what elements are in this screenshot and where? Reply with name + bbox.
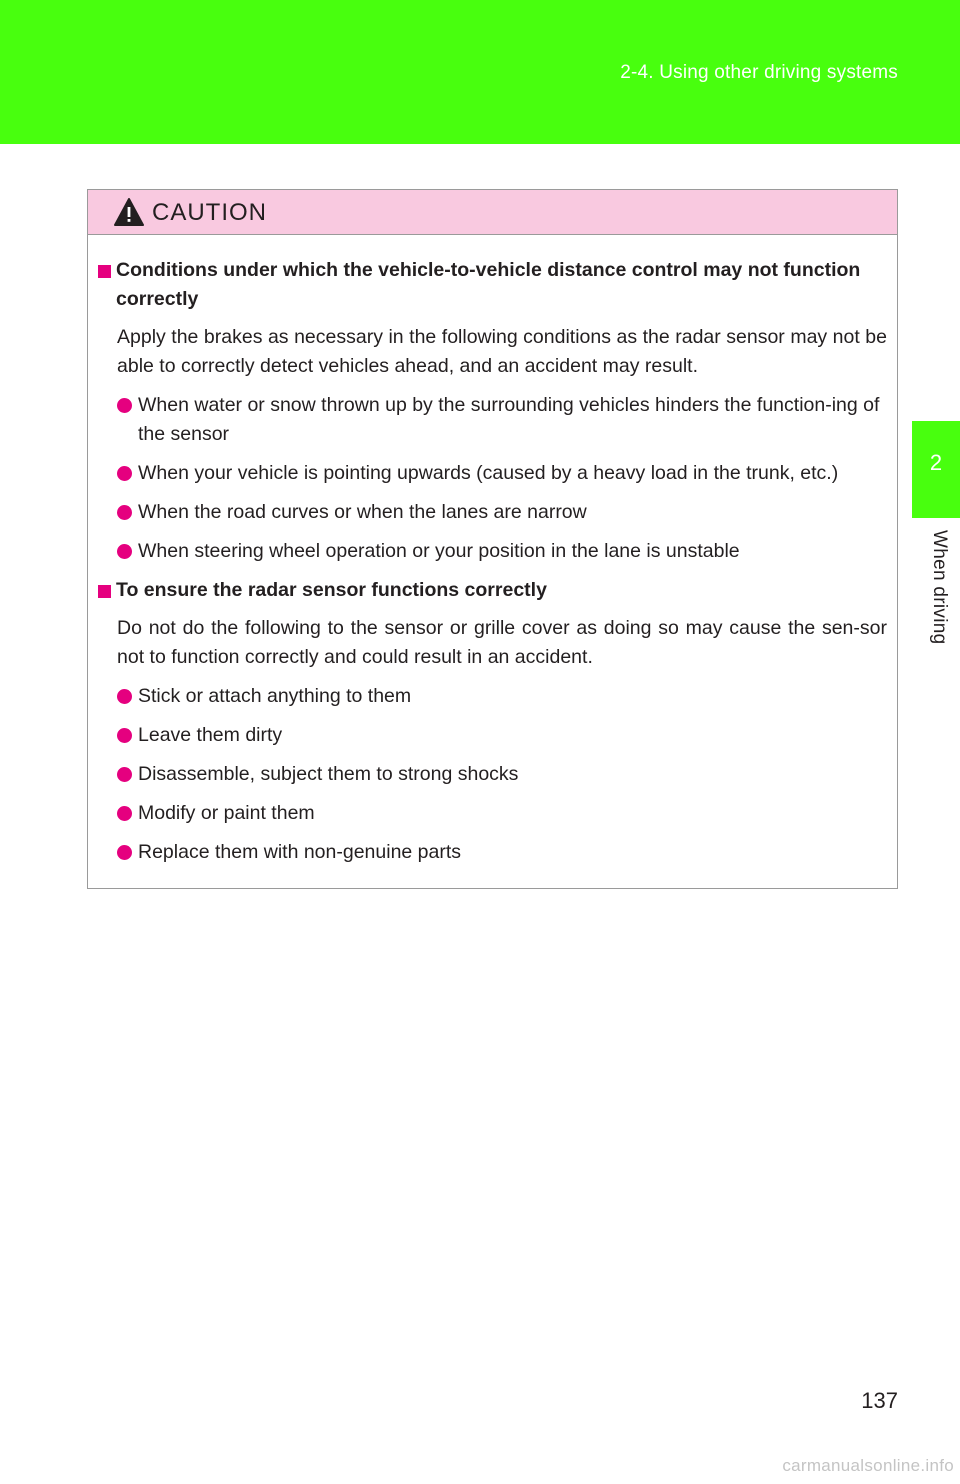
section-heading-text: Conditions under which the vehicle-to-vehicle distance control may not function correctly xyxy=(116,259,861,310)
round-bullet-icon xyxy=(117,845,132,860)
round-bullet-icon xyxy=(117,728,132,743)
list-item-text: When water or snow thrown up by the surrounding vehicles hinders the function-ing of the sensor xyxy=(138,394,880,445)
list-item xyxy=(98,682,887,711)
chapter-label: When driving xyxy=(929,530,950,645)
round-bullet-icon xyxy=(117,505,132,520)
round-bullet-icon xyxy=(117,466,132,481)
caution-box xyxy=(87,189,898,889)
list-item-text: Modify or paint them xyxy=(138,802,315,824)
list-item-text: When steering wheel operation or your position in the lane is unstable xyxy=(138,540,740,562)
round-bullet-icon xyxy=(117,806,132,821)
section-heading-text: To ensure the radar sensor functions correctly xyxy=(116,579,547,601)
list-item xyxy=(98,459,887,488)
list-item-text: Leave them dirty xyxy=(138,724,283,746)
warning-triangle-icon xyxy=(113,197,145,227)
list-item-text: Disassemble, subject them to strong shocks xyxy=(138,763,519,785)
watermark: carmanualsonline.info xyxy=(782,1456,954,1475)
list-item-text: Replace them with non-genuine parts xyxy=(138,841,462,863)
chapter-number: 2 xyxy=(929,450,943,475)
list-item xyxy=(98,391,887,449)
section-paragraph: Apply the brakes as necessary in the following conditions as the radar sensor may not be able to correctly detect vehicles ahead, and an accident may result. xyxy=(117,326,887,377)
round-bullet-icon xyxy=(117,689,132,704)
caution-body xyxy=(88,235,897,867)
list-item-text: When the road curves or when the lanes are narrow xyxy=(138,501,587,523)
page-number: 137 xyxy=(861,1388,898,1413)
section-heading xyxy=(98,576,887,605)
caution-header xyxy=(88,190,897,235)
list-item xyxy=(98,498,887,527)
list-item xyxy=(98,799,887,828)
caution-title: CAUTION xyxy=(152,199,267,226)
list-item xyxy=(98,721,887,750)
square-bullet-icon xyxy=(98,585,111,598)
square-bullet-icon xyxy=(98,265,111,278)
list-item xyxy=(98,838,887,867)
section-heading xyxy=(98,256,887,314)
list-item xyxy=(98,760,887,789)
section-title: 2-4. Using other driving systems xyxy=(620,62,898,83)
list-item xyxy=(98,537,887,566)
section-paragraph: Do not do the following to the sensor or grille cover as doing so may cause the sen-sor not to function correctly and could result in an accident. xyxy=(117,617,887,668)
list-item-text: When your vehicle is pointing upwards (caused by a heavy load in the trunk, etc.) xyxy=(138,462,839,484)
round-bullet-icon xyxy=(117,544,132,559)
round-bullet-icon xyxy=(117,398,132,413)
round-bullet-icon xyxy=(117,767,132,782)
list-item-text: Stick or attach anything to them xyxy=(138,685,412,707)
